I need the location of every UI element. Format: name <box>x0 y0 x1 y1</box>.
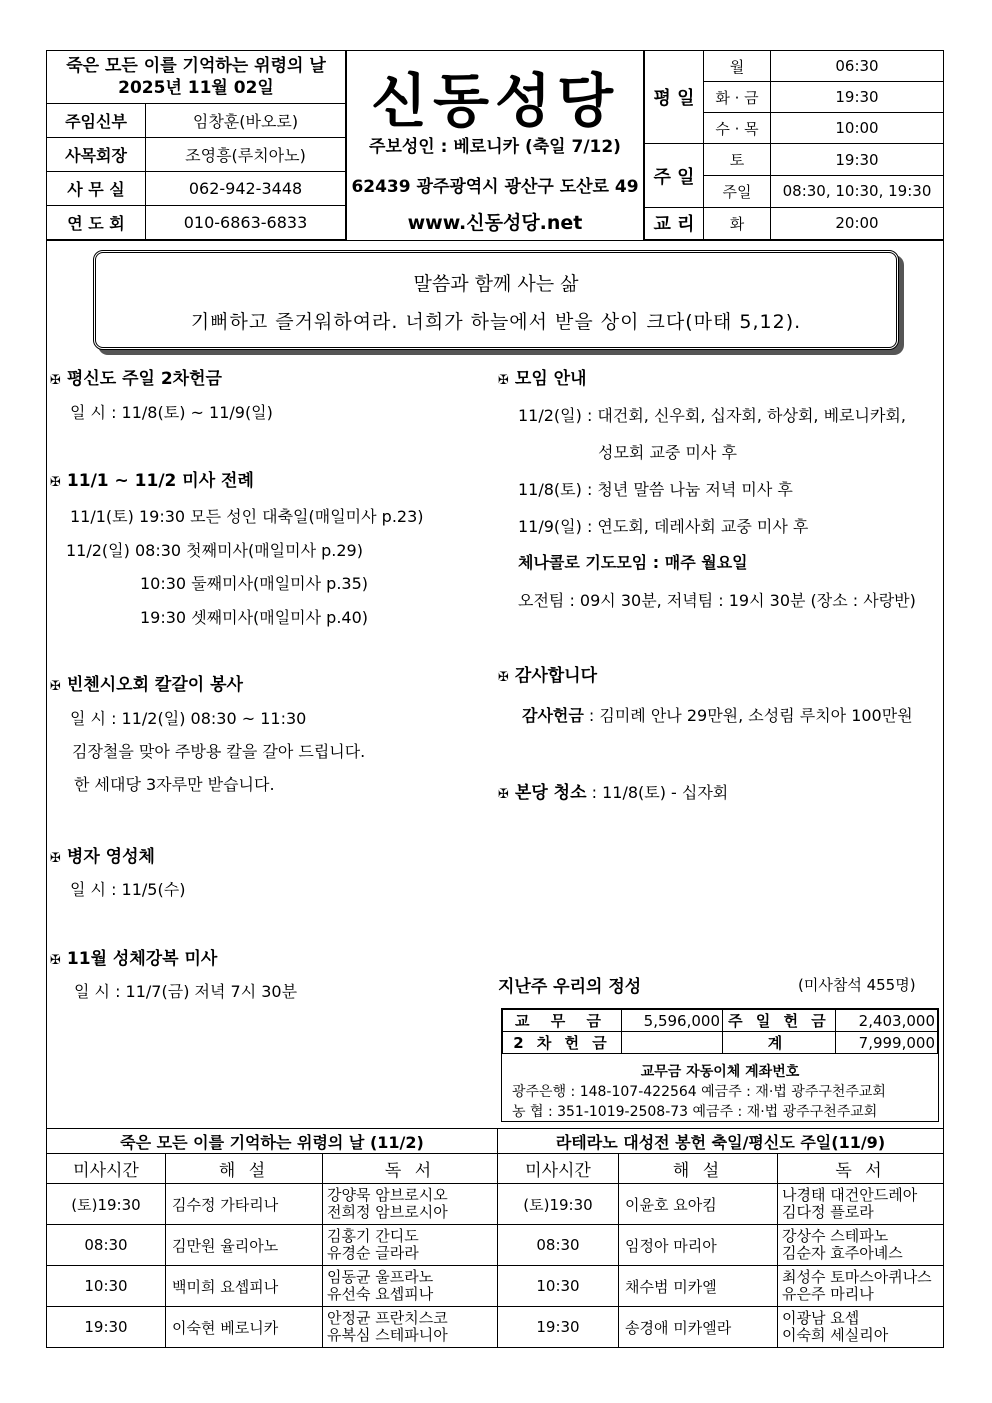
header-divider <box>46 240 944 241</box>
attendance-count: (미사참석 455명) <box>798 976 916 994</box>
col-reader: 독 서 <box>778 1154 944 1184</box>
notice-text: 성모회 교중 미사 후 <box>598 443 737 462</box>
notice-text: 일 시 : 11/8(토) ~ 11/9(일) <box>70 403 273 422</box>
schedule-time: 20:00 <box>771 207 944 239</box>
schedule-time: 19:30 <box>771 144 944 175</box>
notice-text: 11/9(일) : 연도회, 데레사회 교중 미사 후 <box>518 517 809 536</box>
schedule-day: 월 <box>704 51 771 82</box>
col-commentator: 해 설 <box>166 1154 323 1184</box>
notice-text: 11/1(토) 19:30 모든 성인 대축일(매일미사 p.23) <box>70 507 424 526</box>
mass-time: 19:30 <box>498 1307 619 1348</box>
mass-time: (토)19:30 <box>47 1184 166 1225</box>
bank-account: 농 협 : 351-1019-2508-73 예금주 : 재·법 광주구천주교회 <box>512 1104 878 1120</box>
cross-icon: ✠ <box>50 953 61 968</box>
header-info-table <box>46 50 346 240</box>
readers: 이광남 요셉 이숙희 세실리아 <box>778 1307 944 1348</box>
notice-text: 일 시 : 11/5(수) <box>70 880 186 899</box>
auto-transfer-title: 교무금 자동이체 계좌번호 <box>640 1064 800 1080</box>
schedule-time: 10:00 <box>771 113 944 144</box>
readers: 김홍기 간디도 유경순 글라라 <box>323 1225 498 1266</box>
mass-time: (토)19:30 <box>498 1184 619 1225</box>
notice-heading: ✠ 병자 영성체 <box>50 847 155 867</box>
schedule-day: 화 <box>704 207 771 239</box>
mass-schedule-table <box>644 50 944 240</box>
finance-label: 2 차 헌 금 <box>503 1032 622 1054</box>
scripture-verse: 기뻐하고 즐거워하여라. 너희가 하늘에서 받을 상이 크다(마태 5,12). <box>190 311 802 333</box>
commentator: 백미희 요셉피나 <box>166 1266 323 1307</box>
readers: 강양묵 암브로시오 전희정 암브로시아 <box>323 1184 498 1225</box>
readers: 최성수 토마스아퀴나스 유은주 마리나 <box>778 1266 944 1307</box>
cleaning-text: : 11/8(토) - 십자회 <box>586 783 729 802</box>
mass-time: 19:30 <box>47 1307 166 1348</box>
header-center <box>346 50 644 240</box>
notice-text: 일 시 : 11/2(일) 08:30 ~ 11:30 <box>70 709 307 728</box>
schedule-day: 토 <box>704 144 771 175</box>
staff-label: 주임신부 <box>47 104 146 138</box>
cross-icon: ✠ <box>498 373 509 388</box>
col-time: 미사시간 <box>498 1154 619 1184</box>
staff-label: 사목회장 <box>47 138 146 172</box>
notice-text: 김장철을 맞아 주방용 칼을 갈아 드립니다. <box>72 742 366 761</box>
notice-heading: ✠ 빈첸시오회 칼갈이 봉사 <box>50 675 243 695</box>
mass-time: 08:30 <box>47 1225 166 1266</box>
cross-icon: ✠ <box>498 787 509 802</box>
catechism-label: 교 리 <box>645 207 704 239</box>
cross-icon: ✠ <box>50 679 61 694</box>
finance-value: 2,403,000 <box>836 1010 938 1032</box>
staff-value: 임창훈(바오로) <box>146 104 346 138</box>
table-row <box>47 1184 944 1225</box>
liturgy-left-title: 죽은 모든 이를 기억하는 위령의 날 (11/2) <box>47 1129 498 1154</box>
commentator: 이윤호 요아킴 <box>619 1184 778 1225</box>
church-website[interactable]: www.신동성당.net <box>407 212 583 234</box>
cross-icon: ✠ <box>50 851 61 866</box>
readers: 안정균 프란치스코 유복심 스테파니아 <box>323 1307 498 1348</box>
col-commentator: 해 설 <box>619 1154 778 1184</box>
finance-table <box>502 1009 938 1054</box>
schedule-day: 수 · 목 <box>704 113 771 144</box>
schedule-day: 주일 <box>704 175 771 207</box>
cross-icon: ✠ <box>50 373 61 388</box>
commentator: 송경애 미카엘라 <box>619 1307 778 1348</box>
finance-label: 교 무 금 <box>503 1010 622 1032</box>
liturgy-table <box>46 1128 944 1348</box>
notice-text: 11/2(일) 08:30 첫째미사(매일미사 p.29) <box>66 541 363 560</box>
readers: 임동균 울프라노 유선숙 요셉피나 <box>323 1266 498 1307</box>
table-row <box>47 1307 944 1348</box>
notice-text: 11/8(토) : 청년 말씀 나눔 저녁 미사 후 <box>518 480 793 499</box>
patron-saint: 주보성인 : 베로니카 (축일 7/12) <box>369 137 621 157</box>
cross-icon: ✠ <box>50 475 61 490</box>
thanks-label: 감사헌금 <box>522 706 584 725</box>
schedule-day: 화 · 금 <box>704 82 771 113</box>
col-reader: 독 서 <box>323 1154 498 1184</box>
staff-label: 사 무 실 <box>47 172 146 206</box>
finance-label: 계 <box>723 1032 836 1054</box>
finance-title: 지난주 우리의 정성 <box>498 977 642 997</box>
finance-label: 주 일 헌 금 <box>723 1010 836 1032</box>
staff-value: 062-942-3448 <box>146 172 346 206</box>
notice-heading: ✠ 평신도 주일 2차헌금 <box>50 369 222 389</box>
notice-text: 10:30 둘째미사(매일미사 p.35) <box>140 574 369 593</box>
notice-text <box>522 703 913 726</box>
notice-text: 한 세대당 3자루만 받습니다. <box>74 775 275 794</box>
church-name: 신동성당 <box>370 67 620 135</box>
commentator: 임정아 마리아 <box>619 1225 778 1266</box>
mass-time: 08:30 <box>498 1225 619 1266</box>
finance-box <box>501 1008 939 1122</box>
notice-heading: ✠ 모임 안내 <box>498 369 587 389</box>
header-date: 2025년 11월 02일 <box>118 78 274 98</box>
mass-time: 10:30 <box>498 1266 619 1307</box>
scripture-title: 말씀과 함께 사는 삶 <box>413 273 579 295</box>
thanks-text: : 김미례 안나 29만원, 소성림 루치아 100만원 <box>583 706 913 725</box>
schedule-time: 19:30 <box>771 82 944 113</box>
notice-text: 체나콜로 기도모임 : 매주 월요일 <box>518 553 748 572</box>
finance-value <box>622 1032 723 1054</box>
notice-heading: ✠ 11/1 ~ 11/2 미사 전례 <box>50 471 254 491</box>
table-row <box>47 1225 944 1266</box>
cross-icon: ✠ <box>498 670 509 685</box>
weekday-label: 평 일 <box>645 51 704 144</box>
staff-value: 조영흥(루치아노) <box>146 138 346 172</box>
commentator: 김만원 율리아노 <box>166 1225 323 1266</box>
scripture-box <box>93 250 899 350</box>
staff-value: 010-6863-6833 <box>146 206 346 240</box>
notice-heading: ✠ 감사합니다 <box>498 666 598 686</box>
commentator: 이숙현 베로니카 <box>166 1307 323 1348</box>
finance-value: 5,596,000 <box>622 1010 723 1032</box>
header-feast-line: 죽은 모든 이를 기억하는 위령의 날 <box>66 56 326 76</box>
bank-account: 광주은행 : 148-107-422564 예금주 : 재·법 광주구천주교회 <box>512 1084 886 1100</box>
mass-time: 10:30 <box>47 1266 166 1307</box>
schedule-time: 08:30, 10:30, 19:30 <box>771 175 944 207</box>
col-time: 미사시간 <box>47 1154 166 1184</box>
staff-label: 연 도 회 <box>47 206 146 240</box>
notice-text: 일 시 : 11/7(금) 저녁 7시 30분 <box>74 982 298 1001</box>
notice-heading: ✠ 11월 성체강복 미사 <box>50 949 218 969</box>
church-address: 62439 광주광역시 광산구 도산로 49 <box>351 177 639 197</box>
notice-text: 11/2(일) : 대건회, 신우회, 십자회, 하상회, 베로니카회, <box>518 406 906 425</box>
schedule-time: 06:30 <box>771 51 944 82</box>
readers: 강상수 스테파노 김순자 효주아녜스 <box>778 1225 944 1266</box>
notice-text: 오전팀 : 09시 30분, 저녁팀 : 19시 30분 (장소 : 사랑반) <box>518 591 916 610</box>
table-row <box>47 1266 944 1307</box>
notice-heading: ✠ 본당 청소 : 11/8(토) - 십자회 <box>498 783 729 803</box>
sunday-label: 주 일 <box>645 144 704 207</box>
notice-text: 19:30 셋째미사(매일미사 p.40) <box>140 608 369 627</box>
liturgy-right-title: 라테라노 대성전 봉헌 축일/평신도 주일(11/9) <box>498 1129 944 1154</box>
commentator: 김수정 가타리나 <box>166 1184 323 1225</box>
readers: 나경태 대건안드레아 김다정 플로라 <box>778 1184 944 1225</box>
finance-value: 7,999,000 <box>836 1032 938 1054</box>
commentator: 채수범 미카엘 <box>619 1266 778 1307</box>
